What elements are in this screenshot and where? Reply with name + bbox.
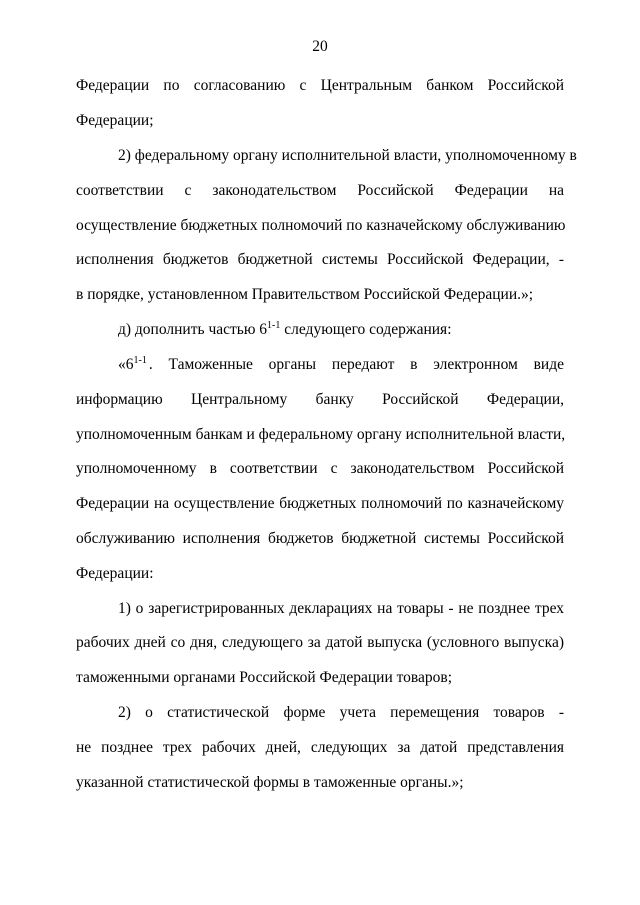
page-number: 20 [312,38,328,55]
paragraph-4-quote-start: «6$^{1-1}$ [118,355,147,373]
paragraph-3-line-1 [118,320,452,340]
paragraph-4-line-6: обслуживанию исполнения бюджетов бюджетной системы Российской [76,530,564,547]
paragraph-3-text-start: д) дополнить частью 6 [118,321,268,338]
paragraph-4-line-2: информацию Центральному банку Российской Федерации, [76,391,564,408]
paragraph-2-line-3: осуществление бюджетных полномочий по казначейскому обслуживанию [76,217,566,234]
paragraph-5-line-1: 1) о зарегистрированных декларациях на товары - не позднее трех [118,600,564,617]
paragraph-2-line-4: исполнения бюджетов бюджетной системы Российской Федерации, - [76,251,564,268]
paragraph-2-line-1: 2) федеральному органу исполнительной власти, уполномоченному в [118,147,577,164]
paragraph-6-line-2: не позднее трех рабочих дней, следующих за датой представления [76,739,564,756]
paragraph-5-line-3: таможенными органами Российской Федерации товаров; [76,669,453,686]
paragraph-4-line-3: уполномоченным банкам и федеральному органу исполнительной власти, [76,426,566,443]
paragraph-6-line-3: указанной статистической формы в таможенные органы.»; [76,774,464,791]
paragraph-2-line-5: в порядке, установленном Правительством Российской Федерации.»; [76,286,534,303]
paragraph-4-line-1-rest: . Таможенные органы передают в электронном виде [148,356,564,373]
paragraph-5-line-2: рабочих дней со дня, следующего за датой выпуска (условного выпуска) [76,634,564,651]
paragraph-1-line-1: Федерации по согласованию с Центральным банком Российской [76,77,564,94]
paragraph-2-line-2: соответствии с законодательством Российской Федерации на [76,182,564,199]
paragraph-4-line-7: Федерации: [76,565,154,582]
paragraph-3-superscript: 1-1 [267,320,281,331]
paragraph-4-line-4: уполномоченному в соответствии с законодательством Российской [76,460,564,477]
paragraph-4-line-1 [118,355,564,375]
paragraph-4-line-5: Федерации на осуществление бюджетных полномочий по казначейскому [76,495,564,512]
paragraph-6-line-1: 2) о статистической форме учета перемещения товаров - [118,704,564,721]
paragraph-1-line-2: Федерации; [76,112,154,129]
paragraph-3-text-end: следующего содержания: [280,321,452,338]
